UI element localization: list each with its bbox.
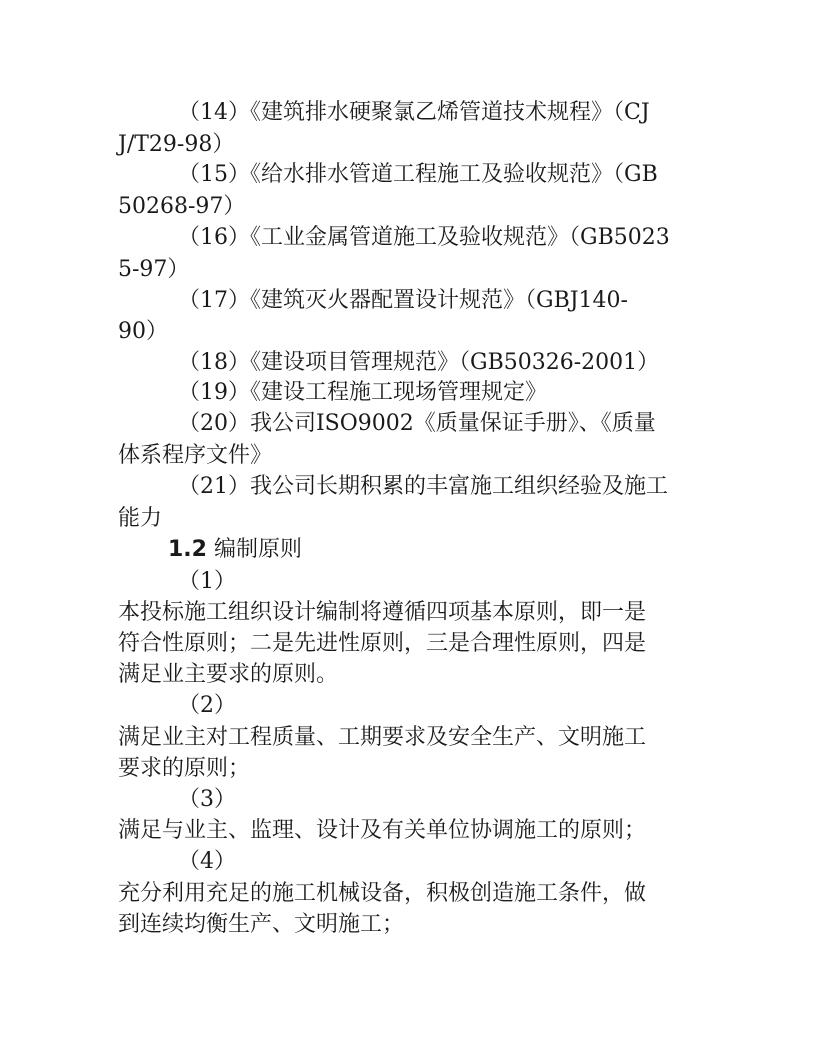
- section-heading: [168, 534, 708, 566]
- reference-item-21-continued: 能力: [118, 506, 163, 531]
- section-title: 编制原则: [213, 537, 302, 562]
- reference-item-15: （15）《给水排水管道工程施工及验收规范》（GB: [178, 162, 658, 187]
- reference-item-21: （21）我公司长期积累的丰富施工组织经验及施工: [178, 474, 668, 499]
- reference-item-18: （18）《建设项目管理规范》（GB50326-2001）: [178, 350, 660, 375]
- principle-text-3: 满足与业主、监理、设计及有关单位协调施工的原则；: [118, 818, 647, 843]
- principle-text-1-line3: 满足业主要求的原则。: [118, 662, 339, 687]
- reference-item-20-continued: 体系程序文件》: [118, 443, 273, 468]
- principle-text-1: 本投标施工组织设计编制将遵循四项基本原则，即一是: [118, 600, 647, 625]
- section-number: 1.2: [168, 537, 207, 562]
- principle-text-4: 充分利用充足的施工机械设备，积极创造施工条件，做: [118, 881, 647, 906]
- reference-item-20: （20）我公司ISO9002《质量保证手册》、《质量: [178, 411, 656, 436]
- reference-item-17-continued: 90）: [118, 319, 168, 344]
- principle-text-2: 满足业主对工程质量、工期要求及安全生产、文明施工: [118, 725, 647, 750]
- reference-item-14: （14）《建筑排水硬聚氯乙烯管道技术规程》（CJ: [178, 100, 650, 125]
- reference-item-16: （16）《工业金属管道施工及验收规范》（GB5023: [178, 225, 670, 250]
- principle-text-4-line2: 到连续均衡生产、文明施工；: [118, 912, 405, 937]
- principle-number-1: （1）: [178, 569, 236, 594]
- reference-item-16-continued: 5-97）: [118, 257, 190, 282]
- principle-number-4: （4）: [178, 849, 236, 874]
- reference-item-19: （19）《建设工程施工现场管理规定》: [178, 380, 547, 405]
- principle-text-2-line2: 要求的原则；: [118, 756, 251, 781]
- reference-item-17: （17）《建筑灭火器配置设计规范》（GBJ140-: [178, 288, 628, 313]
- reference-item-15-continued: 50268-97）: [118, 194, 246, 219]
- principle-number-3: （3）: [178, 787, 236, 812]
- reference-item-14-continued: J/T29-98）: [118, 132, 235, 157]
- principle-number-2: （2）: [178, 693, 236, 718]
- principle-text-1-line2: 符合性原则；二是先进性原则，三是合理性原则，四是: [118, 631, 647, 656]
